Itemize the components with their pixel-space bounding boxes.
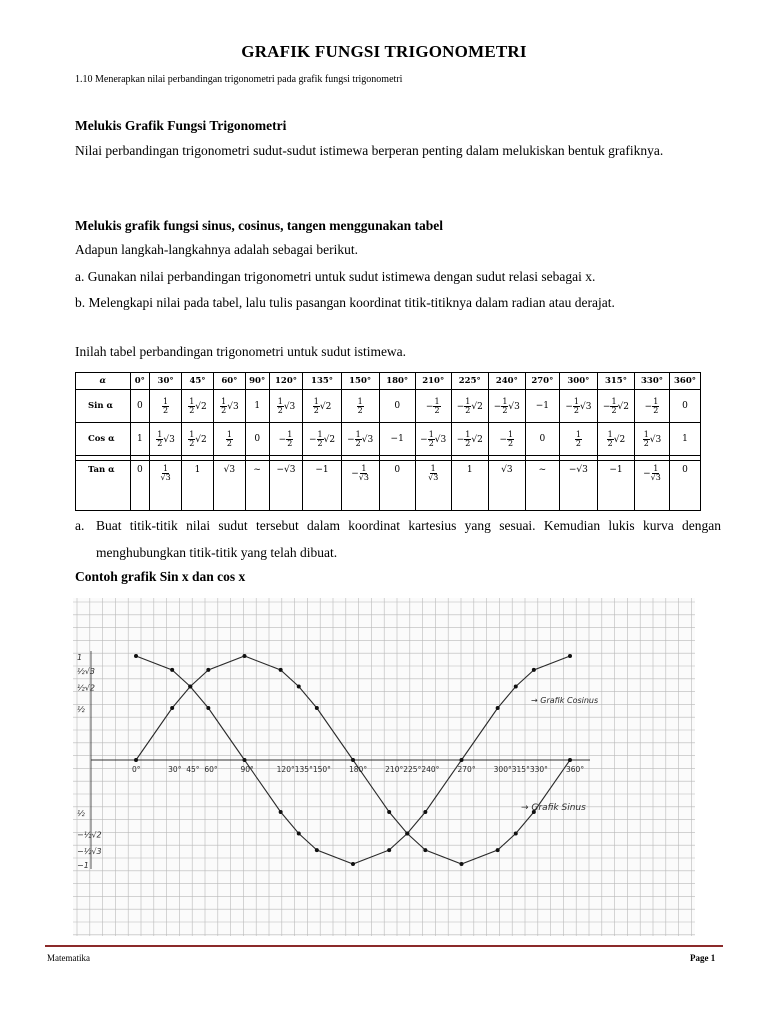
annotation-cosinus: → Grafik Cosinus [531,696,599,705]
value-cell [415,423,451,456]
x-tick-label: 0° [132,765,141,774]
value-cell [303,423,341,456]
trig-table-body [76,373,701,511]
data-point [170,668,174,672]
data-point [405,832,409,836]
numerator: 1 [575,429,581,439]
x-tick-label: 60° [204,765,218,774]
denominator: 2 [163,405,169,415]
cell-value: √3 [501,465,513,475]
numerator: 1 [361,464,367,473]
cell-value: 0 [539,434,546,444]
numerator: 1 [434,396,440,406]
cell-value: 1 [682,434,688,444]
value-cell [525,390,559,423]
value-cell [341,461,379,511]
data-point [206,706,210,710]
fraction [162,398,169,415]
footer-page: Page 1 [690,953,716,963]
sign: − [499,434,508,445]
radical: √2 [471,401,483,412]
fraction [643,431,650,448]
page-title: GRAFIK FUNGSI TRIGONOMETRI [241,42,527,61]
numerator: 1 [465,396,471,406]
sign: − [456,434,465,445]
fraction [652,398,659,415]
radical: √3 [227,401,239,412]
grid [73,598,695,936]
data-point [568,758,572,762]
x-tick-label: 330° [529,765,548,774]
data-point [351,862,355,866]
radical: √2 [319,401,332,412]
table-row [76,461,701,511]
data-point [423,810,427,814]
fraction [355,431,362,448]
cell-value: 0 [136,465,143,475]
value-cell [451,423,488,456]
header-angle: 210° [415,373,451,390]
numerator: 1 [163,396,169,406]
value-cell [150,423,182,456]
graph-heading: Contoh grafik Sin x dan cos x [75,569,246,584]
data-point [206,668,210,672]
numerator: 1 [189,396,195,406]
table-header-row [76,373,701,390]
value-cell [559,423,597,456]
header-angle: 0° [130,373,150,390]
numerator: 1 [317,429,323,439]
denominator: √3 [160,473,171,482]
numerator: 1 [277,396,283,406]
denominator: 2 [221,405,227,415]
value-cell [269,461,303,511]
value-cell [669,423,700,456]
x-tick-label: 30° [168,765,182,774]
value-cell [130,423,150,456]
header-angle: 300° [559,373,597,390]
data-point [315,848,319,852]
header-angle: 150° [341,373,379,390]
value-cell [669,390,700,423]
data-point [315,706,319,710]
sign: − [308,434,317,445]
value-cell [488,390,525,423]
y-tick-label: −½√3 [77,847,102,857]
header-angle: 180° [379,373,415,390]
denominator: 2 [287,438,293,448]
denominator: 2 [317,438,323,448]
sign: − [347,434,355,445]
header-angle: 90° [245,373,269,390]
radical: √2 [471,434,483,445]
sign: − [278,434,287,445]
section2-heading: Melukis grafik fungsi sinus, cosinus, tangen menggunakan tabel [75,218,443,233]
denominator: 2 [611,405,617,415]
value-cell [182,423,214,456]
radical: √3 [283,401,296,412]
value-cell [269,423,303,456]
sign: − [456,401,465,412]
header-alpha: α [76,373,131,390]
denominator: 2 [355,438,361,448]
value-cell [379,390,415,423]
data-point [387,810,391,814]
data-point [279,668,283,672]
numerator: 1 [508,429,514,439]
value-cell [634,461,669,511]
header-angle: 135° [303,373,341,390]
data-point [170,706,174,710]
denominator: 2 [189,405,195,415]
value-cell [303,461,341,511]
cell-value: 0 [682,401,688,411]
numerator: 1 [573,396,579,406]
header-angle: 240° [488,373,525,390]
data-point [279,810,283,814]
cell-value: 0 [394,401,401,411]
denominator: 2 [465,405,471,415]
x-tick-label: 270° [457,765,476,774]
instruction-a-marker: a. [75,518,85,533]
value-cell [379,461,415,511]
fraction [286,431,293,448]
data-point [496,848,500,852]
numerator: 1 [607,429,613,439]
x-tick-label: 150° [312,765,331,774]
numerator: 1 [502,396,508,406]
denominator: 2 [643,438,649,448]
x-tick-label: 90° [240,765,254,774]
value-cell [559,461,597,511]
denominator: 2 [313,405,319,415]
y-tick-label: −1 [77,861,89,870]
value-cell [341,423,379,456]
data-point [496,706,500,710]
sign: − [420,434,428,445]
value-cell [150,390,182,423]
radical: √3 [649,434,662,445]
cell-value: −1 [315,465,329,475]
radical: √3 [361,434,374,445]
value-cell [451,461,488,511]
step-b: b. Melengkapi nilai pada tabel, lalu tulis pasangan koordinat titik-titiknya dalam radian atau derajat. [75,295,615,310]
radical: √3 [434,434,447,445]
value-cell [303,390,341,423]
fraction [317,431,324,448]
fraction [433,398,440,415]
numerator: 1 [287,429,293,439]
value-cell [597,390,634,423]
denominator: 2 [465,438,471,448]
denominator: 2 [277,405,283,415]
x-tick-label: 180° [349,765,368,774]
table-row [76,390,701,423]
data-point [243,654,247,658]
section1-text: Nilai perbandingan trigonometri sudut-sudut istimewa berperan penting dalam melukiskan bentuk grafiknya. [75,143,664,158]
instruction-a: Buat titik-titik nilai sudut tersebut dalam koordinat kartesius yang sesuai. Kemudian lukis kurva dengan menghubungkan titik-titik yang telah dibuat. [96,518,721,560]
numerator: 1 [226,429,232,439]
radical: √2 [323,434,336,445]
y-tick-label: ½ [77,705,85,714]
fraction [160,465,170,482]
cell-value: 1 [466,465,473,475]
numerator: 1 [355,429,361,439]
radical: √3 [579,401,592,412]
denominator: 2 [653,405,659,415]
value-cell [634,390,669,423]
denominator: 2 [502,405,508,415]
table-row [76,423,701,456]
data-point [460,862,464,866]
radical: √3 [163,434,175,445]
denominator: √3 [650,473,661,482]
cell-value: 0 [254,434,261,444]
numerator: 1 [357,396,363,406]
sin-cos-graph [73,598,695,936]
section2-intro: Adapun langkah-langkahnya adalah sebagai berikut. [75,242,359,257]
value-cell [245,423,269,456]
value-cell [488,423,525,456]
numerator: 1 [313,396,319,406]
y-tick-label: ½ [77,809,85,818]
cell-value: 0 [682,465,688,475]
data-point [188,684,192,688]
row-label: Tan α [76,461,131,511]
cell-value: −√3 [276,465,296,475]
numerator: 1 [163,464,169,473]
y-tick-label: ½√2 [77,683,95,693]
sign: − [602,401,611,412]
radical: √2 [613,434,626,445]
fraction [313,398,320,415]
x-tick-label: 360° [566,765,585,774]
denominator: 2 [573,405,579,415]
value-cell [269,390,303,423]
x-tick-label: 315° [511,765,530,774]
trig-table [75,372,701,511]
denominator: 2 [226,438,232,448]
numerator: 1 [611,396,617,406]
data-point [351,758,355,762]
header-angle: 45° [182,373,214,390]
header-angle: 30° [150,373,182,390]
footer-subject: Matematika [47,953,90,963]
y-tick-label: 1 [77,653,83,662]
cell-value: −1 [609,465,623,475]
fraction [359,465,369,482]
value-cell [525,461,559,511]
fraction [610,398,617,415]
header-angle: 120° [269,373,303,390]
value-cell [669,461,700,511]
value-cell [130,461,150,511]
x-tick-label: 240° [421,765,440,774]
cell-value: 0 [394,465,401,475]
value-cell [341,390,379,423]
numerator: 1 [653,396,659,406]
value-cell [634,423,669,456]
numerator: 1 [653,464,659,473]
fraction [277,398,284,415]
section1-heading: Melukis Grafik Fungsi Trigonometri [75,118,287,133]
data-point [514,684,518,688]
sign: − [351,469,359,479]
value-cell [415,461,451,511]
fraction [428,431,435,448]
y-tick-label: ½√3 [77,666,95,676]
footer-rule [45,945,723,947]
value-cell [525,423,559,456]
numerator: 1 [465,429,471,439]
row-label: Sin α [76,390,131,423]
header-angle: 225° [451,373,488,390]
numerator: 1 [189,429,195,439]
sign: − [425,401,434,412]
numerator: 1 [643,429,649,439]
row-label: Cos α [76,423,131,456]
value-cell [559,390,597,423]
denominator: 2 [189,438,195,448]
numerator: 1 [430,464,436,473]
header-angle: 60° [213,373,245,390]
cell-value: ~ [538,465,547,475]
data-point [460,758,464,762]
cell-value: ~ [253,465,261,475]
denominator: 2 [157,438,163,448]
fraction [573,398,580,415]
x-tick-label: 210° [385,765,404,774]
data-point [514,832,518,836]
fraction [226,431,233,448]
value-cell [451,390,488,423]
competency-subtitle: 1.10 Menerapkan nilai perbandingan trigonometri pada grafik fungsi trigonometri [75,74,403,85]
sign: − [493,401,502,412]
x-tick-label: 45° [186,765,200,774]
radical: √2 [195,434,207,445]
radical: √2 [617,401,629,412]
numerator: 1 [157,429,163,439]
value-cell [213,461,245,511]
denominator: 2 [434,405,440,415]
data-point [243,758,247,762]
header-angle: 270° [525,373,559,390]
cell-value: −√3 [568,465,588,475]
table-intro: Inilah tabel perbandingan trigonometri untuk sudut istimewa. [75,344,407,359]
cell-value: 0 [136,401,143,411]
cell-value: −1 [535,401,549,411]
cell-value: 1 [136,434,143,444]
header-angle: 360° [669,373,700,390]
denominator: √3 [358,473,369,482]
value-cell [182,461,214,511]
data-point [134,654,138,658]
cell-value: 1 [254,401,261,411]
value-cell [488,461,525,511]
data-point [297,832,301,836]
fraction [575,431,582,448]
fraction [651,465,661,482]
value-cell [150,461,182,511]
header-angle: 330° [634,373,669,390]
y-tick-label: −½√2 [77,830,102,840]
header-angle: 315° [597,373,634,390]
x-tick-label: 135° [294,765,313,774]
data-point [568,654,572,658]
cell-value: √3 [223,465,236,475]
value-cell [213,390,245,423]
sign: − [644,401,653,412]
data-point [297,684,301,688]
fraction [607,431,614,448]
denominator: 2 [357,405,363,415]
denominator: 2 [575,438,581,448]
cell-value: −1 [390,434,404,444]
sign: − [643,469,651,479]
numerator: 1 [221,396,227,406]
denominator: 2 [508,438,514,448]
fraction [357,398,364,415]
data-point [532,668,536,672]
numerator: 1 [428,429,434,439]
radical: √2 [195,401,207,412]
x-tick-label: 300° [493,765,512,774]
radical: √3 [508,401,520,412]
fraction [428,465,438,482]
data-point [134,758,138,762]
cell-value: 1 [194,465,201,475]
step-a: a. Gunakan nilai perbandingan trigonometri untuk sudut istimewa dengan sudut relasi sebagai x. [75,269,596,284]
denominator: 2 [428,438,434,448]
data-point [387,848,391,852]
value-cell [245,390,269,423]
value-cell [379,423,415,456]
value-cell [182,390,214,423]
sign: − [565,401,573,412]
value-cell [213,423,245,456]
denominator: √3 [428,473,439,482]
x-tick-label: 225° [403,765,422,774]
fraction [507,431,514,448]
value-cell [597,461,634,511]
annotation-sinus: → Grafik Sinus [521,803,586,813]
x-tick-label: 120° [276,765,295,774]
data-point [423,848,427,852]
denominator: 2 [607,438,613,448]
value-cell [245,461,269,511]
value-cell [597,423,634,456]
value-cell [130,390,150,423]
value-cell [415,390,451,423]
